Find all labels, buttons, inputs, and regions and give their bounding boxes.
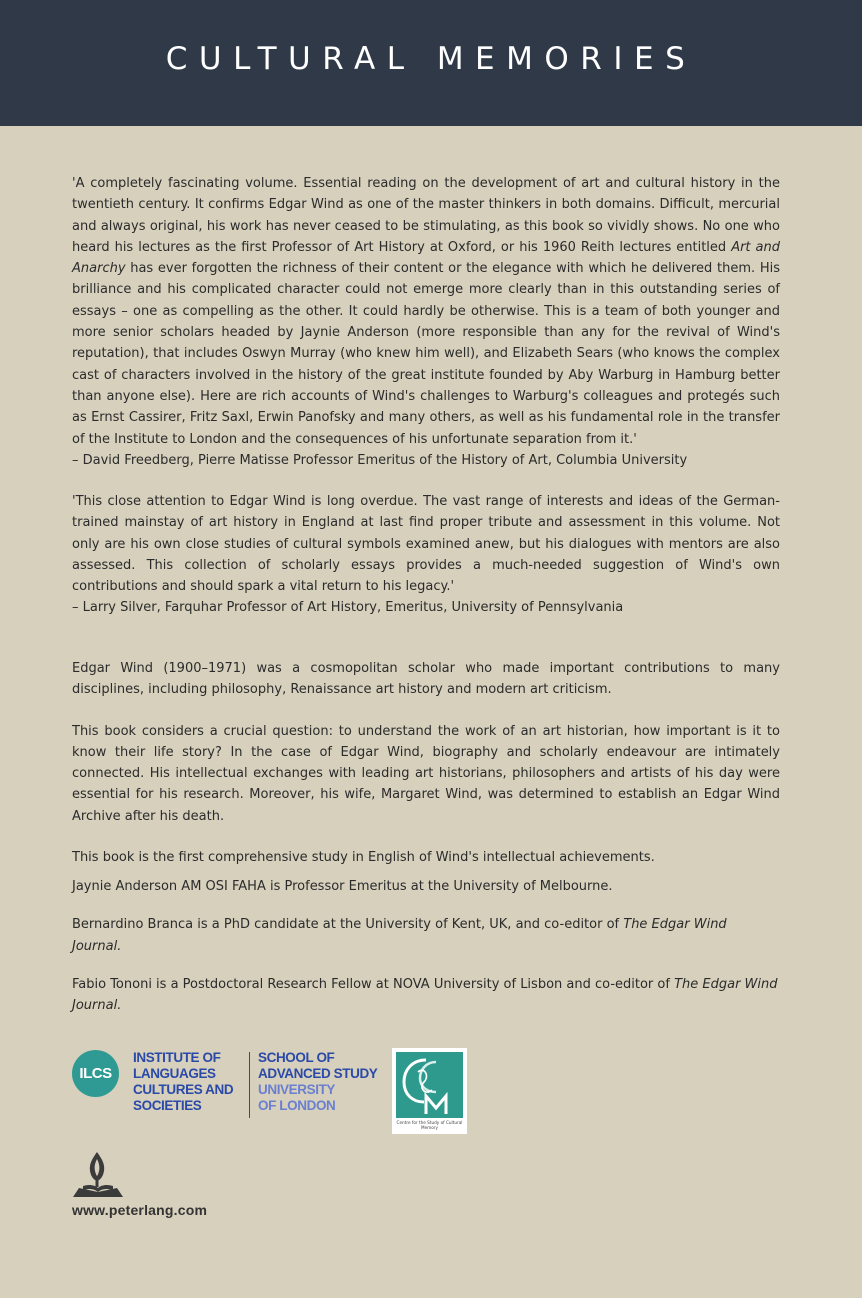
description-paragraph: Edgar Wind (1900–1971) was a cosmopolitan scholar who made important contributions to many disciplines, including philosophy, Renaissance art history and modern art criticism.: [72, 661, 780, 698]
sas-name: SCHOOL OF ADVANCED STUDY UNIVERSITY OF LONDON: [258, 1050, 378, 1113]
ccm-caption: Centre for the Study of Cultural Memory: [396, 1120, 463, 1130]
editor-bio: Jaynie Anderson AM OSI FAHA is Professor Emeritus at the University of Melbourne.: [72, 879, 613, 894]
endorsement-quote-2: [72, 491, 780, 619]
editor-bios: [72, 876, 780, 1033]
editor-bio: Bernardino Branca is a PhD candidate at the University of Kent, UK, and co-editor of The Edgar Wind Journal.: [72, 917, 727, 954]
ilcs-logo-icon: ILCS: [72, 1050, 119, 1097]
quote-attribution: – Larry Silver, Farquhar Professor of Art History, Emeritus, University of Pennsylvania: [72, 600, 624, 616]
peter-lang-book-flame-icon: [71, 1150, 125, 1200]
ilcs-name: INSTITUTE OF LANGUAGES CULTURES AND SOCIETIES: [133, 1050, 234, 1113]
ccm-emblem-icon: [396, 1052, 463, 1118]
ccm-logo: [392, 1048, 467, 1134]
publisher-website[interactable]: www.peterlang.com: [72, 1202, 208, 1218]
series-header-bar: [0, 0, 862, 126]
endorsement-quote-1: [72, 173, 780, 471]
series-title: CULTURAL MEMORIES: [165, 41, 697, 77]
description-paragraph: This book considers a crucial question: to understand the work of an art historian, how important is it to know their life story? In the case of Edgar Wind, biography and scholarly endeavour are intimately connected. His intellectual exchanges with leading art historians, philosophers and artists of his day were essential for his research. Moreover, his wife, Margaret Wind, was determined to establish an Edgar Wind Archive after his death.: [72, 723, 780, 824]
quote-attribution: – David Freedberg, Pierre Matisse Professor Emeritus of the History of Art, Columbia University: [72, 452, 688, 468]
quote-text: 'A completely fascinating volume. Essential reading on the development of art and cultural history in the twentieth century. It confirms Edgar Wind as one of the master thinkers in both domains. Difficult, mercurial and always original, his work has never ceased to be stimulating, as this book so vividly shows. No one who heard his lectures as the first Professor of Art History at Oxford, or his 1960 Reith lectures entitled Art and Anarchy has ever forgotten the richness of their content or the elegance with which he delivered them. His brilliance and his complicated character could not emerge more clearly than in this outstanding series of essays – one as compelling as the other. It could hardly be otherwise. This is a team of both younger and more senior scholars headed by Jaynie Anderson (more responsible than any for the revival of Wind's reputation), that includes Oswyn Murray (who knew him well), and Elizabeth Sears (who knows the complex cast of characters involved in the history of the great institute founded by Aby Warburg in Hamburg better than anyone else). Here are rich accounts of Wind's challenges to Warburg's colleagues and protegés such as Ernst Cassirer, Fritz Saxl, Erwin Panofsky and many others, as well as his fundamental role in the transfer of the Institute to London and the consequences of his unfortunate separation from it.': [72, 176, 780, 447]
logo-divider: [249, 1052, 250, 1118]
book-description: [72, 658, 780, 888]
editor-bio: Fabio Tononi is a Postdoctoral Research Fellow at NOVA University of Lisbon and co-editor of The Edgar Wind Journal.: [72, 976, 778, 1014]
partner-logos: [72, 1048, 492, 1138]
quote-text: 'This close attention to Edgar Wind is long overdue. The vast range of interests and ideas of the German-trained mainstay of art history in England at last find proper tribute and assessment in this volume. Not only are his own close studies of cultural symbols examined anew, but his dialogues with mentors are also assessed. This collection of scholarly essays provides a much-needed suggestion of Wind's own contributions and should spark a vital return to his legacy.': [72, 494, 780, 595]
book-title-italic: Art and Anarchy: [72, 239, 780, 277]
description-paragraph: This book is the first comprehensive study in English of Wind's intellectual achievements.: [72, 850, 655, 866]
